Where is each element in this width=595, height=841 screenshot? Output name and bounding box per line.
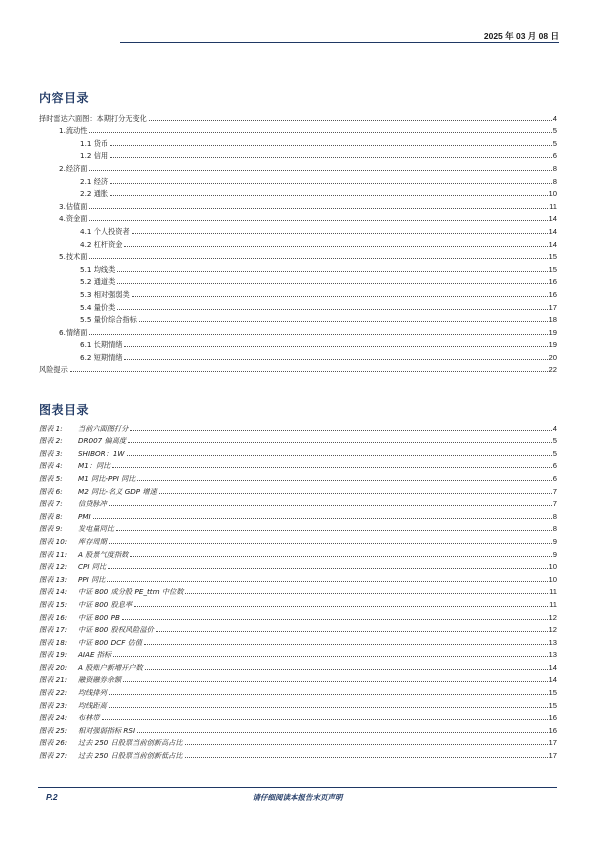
figure-entry[interactable] xyxy=(39,433,557,446)
toc-entry[interactable] xyxy=(39,223,557,236)
figure-entry[interactable] xyxy=(39,445,557,458)
toc-entry[interactable] xyxy=(39,312,557,325)
toc-entry-label: 6.1 长期情绪 xyxy=(80,340,123,350)
figure-entry[interactable] xyxy=(39,458,557,471)
toc-entry[interactable] xyxy=(39,362,557,375)
figure-entry[interactable] xyxy=(39,747,557,760)
toc-entry[interactable] xyxy=(39,186,557,199)
toc-entry-label: 5.5 量价综合指标 xyxy=(80,315,137,325)
figure-entry-number: 图表 24: xyxy=(39,713,68,723)
figure-entry-label xyxy=(39,587,184,596)
dot-leader xyxy=(109,505,552,506)
dot-leader xyxy=(124,246,547,247)
toc-entry[interactable] xyxy=(39,123,557,136)
figure-entry-title: 过去 250 日股票当前创新高占比 xyxy=(78,738,183,748)
figure-entry-title: AIAE 指标 xyxy=(78,650,112,660)
figure-entry-page: 9 xyxy=(552,536,557,546)
dot-leader xyxy=(110,145,552,146)
figure-entry-page: 17 xyxy=(548,751,557,761)
figure-entry-number: 图表 19: xyxy=(39,650,68,660)
figure-entry[interactable] xyxy=(39,596,557,609)
figure-entry-label xyxy=(39,713,101,722)
dot-leader xyxy=(108,568,547,569)
dot-leader xyxy=(112,467,551,468)
dot-leader xyxy=(89,258,547,259)
figure-entry-label xyxy=(39,726,136,735)
figure-entry[interactable] xyxy=(39,483,557,496)
figure-entry[interactable] xyxy=(39,710,557,723)
dot-leader xyxy=(185,744,548,745)
figure-entry-number: 图表 9: xyxy=(39,524,63,534)
toc-entry-label: 4.1 个人投资者 xyxy=(80,226,130,236)
figure-entry-number: 图表 25: xyxy=(39,725,68,735)
figure-entry-number: 图表 17: xyxy=(39,625,68,635)
toc-entry-page: 14 xyxy=(548,239,557,249)
figure-entry-label xyxy=(39,537,108,546)
dot-leader xyxy=(137,732,547,733)
toc-entry-label: 5.技术面 xyxy=(59,252,88,262)
figure-entry-number: 图表 26: xyxy=(39,738,68,748)
figure-entry-number: 图表 14: xyxy=(39,587,68,597)
toc-entry-page: 4 xyxy=(552,113,557,123)
figure-entry-number: 图表 2: xyxy=(39,436,63,446)
toc-entry[interactable] xyxy=(39,261,557,274)
figure-entry-number: 图表 27: xyxy=(39,751,68,761)
figure-entry-page: 8 xyxy=(552,511,557,521)
toc-entry-page: 15 xyxy=(548,252,557,262)
figure-entry-title: M1 同比-PPI 同比 xyxy=(78,473,136,483)
toc-entry-label: 5.2 通道类 xyxy=(80,277,116,287)
dot-leader xyxy=(109,543,552,544)
toc-entry-label: 1.流动性 xyxy=(59,126,88,136)
dot-leader xyxy=(124,346,547,347)
dot-leader xyxy=(185,757,548,758)
toc-entry-page: 14 xyxy=(548,214,557,224)
figure-entry[interactable] xyxy=(39,420,557,433)
dot-leader xyxy=(113,656,547,657)
figure-entry-title: 布林带 xyxy=(78,713,100,723)
figure-entry-label xyxy=(39,663,144,672)
toc-entry-page: 6 xyxy=(552,151,557,161)
toc-entry-page: 5 xyxy=(552,126,557,136)
figure-entry[interactable] xyxy=(39,634,557,647)
dot-leader xyxy=(117,309,547,310)
figure-entry-label xyxy=(39,613,121,622)
figure-entry-title: 中证 800 PB xyxy=(78,612,120,622)
figure-entry-title: 相对强弱指标 RSI xyxy=(78,725,136,735)
figure-entry-number: 图表 7: xyxy=(39,499,63,509)
figure-entry-number: 图表 22: xyxy=(39,688,68,698)
figure-entry-label xyxy=(39,474,136,483)
figure-entry-title: 融资融券余额 xyxy=(78,675,122,685)
figure-entry-page: 14 xyxy=(548,662,557,672)
dot-leader xyxy=(122,619,548,620)
toc-entry-page: 22 xyxy=(548,365,557,375)
dot-leader xyxy=(89,334,547,335)
dot-leader xyxy=(144,644,548,645)
toc-entry[interactable] xyxy=(39,349,557,362)
figure-entry-page: 13 xyxy=(548,637,557,647)
figure-entry-label xyxy=(39,562,107,571)
toc-entry-page: 11 xyxy=(549,201,557,211)
toc-entry[interactable] xyxy=(39,160,557,173)
figure-entry-title: M2 同比-名义 GDP 增速 xyxy=(78,486,157,496)
figure-entry-page: 12 xyxy=(548,612,557,622)
contents-list xyxy=(39,110,557,374)
dot-leader xyxy=(130,556,551,557)
figures-list xyxy=(39,420,557,760)
figure-entry-title: 当前六面图打分 xyxy=(78,423,129,433)
figure-entry-number: 图表 23: xyxy=(39,700,68,710)
figure-entry-number: 图表 1: xyxy=(39,423,63,433)
figure-entry-title: PPI 同比 xyxy=(78,574,106,584)
figure-entry[interactable] xyxy=(39,647,557,660)
figure-entry-label xyxy=(39,512,92,521)
figure-entry-label xyxy=(39,449,126,458)
figure-entry[interactable] xyxy=(39,697,557,710)
figures-title: 图表目录 xyxy=(39,403,90,417)
figure-entry[interactable] xyxy=(39,584,557,597)
figure-entry-label xyxy=(39,424,129,433)
dot-leader xyxy=(134,606,548,607)
dot-leader xyxy=(70,371,548,372)
figure-entry-label xyxy=(39,650,112,659)
figure-entry-label xyxy=(39,688,108,697)
figure-entry-title: SHIBOR：1W xyxy=(78,448,125,458)
toc-entry-label: 风险提示 xyxy=(39,365,68,375)
figure-entry-number: 图表 8: xyxy=(39,511,63,521)
figure-entry[interactable] xyxy=(39,609,557,622)
figure-entry-page: 12 xyxy=(548,625,557,635)
toc-entry-page: 10 xyxy=(548,189,557,199)
toc-entry-page: 8 xyxy=(552,163,557,173)
figure-entry-title: 发电量同比 xyxy=(78,524,114,534)
figure-entry[interactable] xyxy=(39,470,557,483)
figure-entry-label xyxy=(39,701,108,710)
figure-entry-number: 图表 10: xyxy=(39,536,68,546)
toc-entry-label: 3.估值面 xyxy=(59,201,88,211)
figure-entry-label xyxy=(39,461,111,470)
toc-entry-label: 2.经济面 xyxy=(59,163,88,173)
toc-entry[interactable] xyxy=(39,110,557,123)
figure-entry-page: 10 xyxy=(548,562,557,572)
figure-entry[interactable] xyxy=(39,659,557,672)
toc-entry[interactable] xyxy=(39,173,557,186)
dot-leader xyxy=(156,631,548,632)
toc-entry[interactable] xyxy=(39,148,557,161)
toc-entry[interactable] xyxy=(39,286,557,299)
toc-entry-label: 5.3 相对强弱类 xyxy=(80,289,130,299)
figure-entry[interactable] xyxy=(39,672,557,685)
dot-leader xyxy=(117,283,547,284)
figure-entry-page: 5 xyxy=(552,436,557,446)
dot-leader xyxy=(93,518,552,519)
figure-entry-title: CPI 同比 xyxy=(78,562,107,572)
dot-leader xyxy=(117,271,547,272)
figure-entry-number: 图表 15: xyxy=(39,599,68,609)
toc-entry-page: 20 xyxy=(548,352,557,362)
dot-leader xyxy=(110,183,552,184)
toc-entry-page: 14 xyxy=(548,226,557,236)
dot-leader xyxy=(116,530,552,531)
figure-entry-number: 图表 6: xyxy=(39,486,63,496)
figure-entry-label xyxy=(39,625,155,634)
figure-entry-title: 信贷脉冲 xyxy=(78,499,107,509)
dot-leader xyxy=(109,694,548,695)
dot-leader xyxy=(102,719,548,720)
figure-entry-number: 图表 4: xyxy=(39,461,63,471)
figure-entry-label xyxy=(39,738,184,747)
figure-entry-page: 4 xyxy=(552,423,557,433)
figure-entry-title: 过去 250 日股票当前创新低占比 xyxy=(78,751,183,761)
dot-leader xyxy=(124,359,547,360)
toc-entry-label: 2.2 通胀 xyxy=(80,189,109,199)
figure-entry-title: 中证 800 成分股 PE_ttm 中位数 xyxy=(78,587,184,597)
toc-entry-label: 6.2 短期情绪 xyxy=(80,352,123,362)
figure-entry-label xyxy=(39,550,129,559)
figure-entry-label xyxy=(39,524,115,533)
figure-entry-page: 17 xyxy=(548,738,557,748)
toc-entry[interactable] xyxy=(39,274,557,287)
dot-leader xyxy=(110,195,547,196)
toc-entry[interactable] xyxy=(39,135,557,148)
figure-entry-page: 16 xyxy=(548,725,557,735)
figure-entry-label xyxy=(39,675,122,684)
dot-leader xyxy=(89,208,548,209)
figure-entry[interactable] xyxy=(39,571,557,584)
toc-entry-page: 15 xyxy=(548,264,557,274)
dot-leader xyxy=(132,233,548,234)
figure-entry-title: DR007 偏离度 xyxy=(78,436,127,446)
figure-entry-label xyxy=(39,600,133,609)
figure-entry-title: 中证 800 股息率 xyxy=(78,599,133,609)
figure-entry-page: 15 xyxy=(548,688,557,698)
toc-entry[interactable] xyxy=(39,324,557,337)
toc-entry[interactable] xyxy=(39,299,557,312)
dot-leader xyxy=(130,430,551,431)
dot-leader xyxy=(137,480,551,481)
toc-entry-page: 18 xyxy=(548,315,557,325)
dot-leader xyxy=(185,593,548,594)
figure-entry-page: 8 xyxy=(552,524,557,534)
figure-entry[interactable] xyxy=(39,546,557,559)
figure-entry-page: 16 xyxy=(548,713,557,723)
figure-entry[interactable] xyxy=(39,508,557,521)
toc-entry-label: 4.资金面 xyxy=(59,214,88,224)
dot-leader xyxy=(132,296,548,297)
figure-entry-title: 库存周期 xyxy=(78,536,107,546)
figure-entry-page: 15 xyxy=(548,700,557,710)
figure-entry-title: A 股景气度指数 xyxy=(78,549,129,559)
toc-entry-label: 6.情绪面 xyxy=(59,327,88,337)
toc-entry-label: 2.1 经济 xyxy=(80,176,109,186)
toc-entry[interactable] xyxy=(39,198,557,211)
toc-entry-page: 16 xyxy=(548,289,557,299)
figure-entry-number: 图表 18: xyxy=(39,637,68,647)
figure-entry-page: 7 xyxy=(552,486,557,496)
figure-entry-label xyxy=(39,487,158,496)
figure-entry-number: 图表 11: xyxy=(39,549,68,559)
figure-entry-number: 图表 3: xyxy=(39,448,63,458)
figure-entry-title: 均线排列 xyxy=(78,688,107,698)
toc-entry-page: 8 xyxy=(552,176,557,186)
toc-entry-page: 16 xyxy=(548,277,557,287)
figure-entry-page: 6 xyxy=(552,473,557,483)
toc-entry-page: 19 xyxy=(548,340,557,350)
dot-leader xyxy=(128,442,552,443)
figure-entry-page: 5 xyxy=(552,448,557,458)
figure-entry-page: 14 xyxy=(548,675,557,685)
figure-entry-label xyxy=(39,575,106,584)
dot-leader xyxy=(89,132,551,133)
toc-entry-label: 1.2 信用 xyxy=(80,151,109,161)
figure-entry-title: 中证 800 股权风险溢价 xyxy=(78,625,154,635)
toc-entry-page: 17 xyxy=(548,302,557,312)
figure-entry-page: 6 xyxy=(552,461,557,471)
figure-entry-title: A 股账户新增开户数 xyxy=(78,662,143,672)
figure-entry-number: 图表 13: xyxy=(39,574,68,584)
toc-entry[interactable] xyxy=(39,249,557,262)
dot-leader xyxy=(110,157,552,158)
figure-entry[interactable] xyxy=(39,521,557,534)
figure-entry-title: 中证 800 DCF 估值 xyxy=(78,637,143,647)
report-date: 2025 年 03 月 08 日 xyxy=(483,31,559,41)
dot-leader xyxy=(89,170,551,171)
toc-entry-page: 5 xyxy=(552,138,557,148)
toc-entry[interactable] xyxy=(39,337,557,350)
figure-entry-label xyxy=(39,436,127,445)
dot-leader xyxy=(159,493,552,494)
figure-entry[interactable] xyxy=(39,496,557,509)
figure-entry-page: 9 xyxy=(552,549,557,559)
figure-entry-page: 11 xyxy=(549,599,557,609)
figure-entry-page: 11 xyxy=(549,587,557,597)
toc-entry-label: 5.4 量价类 xyxy=(80,302,116,312)
dot-leader xyxy=(145,669,548,670)
figure-entry-page: 10 xyxy=(548,574,557,584)
toc-entry-label: 择时雷达六面图：本期打分无变化 xyxy=(39,113,147,123)
figure-entry-label xyxy=(39,499,108,508)
toc-entry[interactable] xyxy=(39,236,557,249)
figure-entry[interactable] xyxy=(39,533,557,546)
figure-entry[interactable] xyxy=(39,622,557,635)
contents-title: 内容目录 xyxy=(39,91,90,105)
dot-leader xyxy=(127,455,552,456)
figure-entry-title: M1：同比 xyxy=(78,461,111,471)
dot-leader xyxy=(123,681,547,682)
figure-entry-number: 图表 12: xyxy=(39,562,68,572)
footer-disclaimer: 请仔细阅读本报告末页声明 xyxy=(252,793,343,802)
toc-entry-label: 4.2 杠杆资金 xyxy=(80,239,123,249)
dot-leader xyxy=(109,707,548,708)
dot-leader xyxy=(139,321,548,322)
figure-entry-page: 7 xyxy=(552,499,557,509)
figure-entry[interactable] xyxy=(39,722,557,735)
figure-entry-title: 均线距离 xyxy=(78,700,107,710)
figure-entry-number: 图表 16: xyxy=(39,612,68,622)
dot-leader xyxy=(149,120,552,121)
figure-entry-number: 图表 20: xyxy=(39,662,68,672)
figure-entry-title: PMI xyxy=(78,511,91,521)
figure-entry-label xyxy=(39,751,184,760)
footer-divider xyxy=(38,787,557,788)
page-number: P.2 xyxy=(46,792,58,802)
header-divider xyxy=(120,42,559,43)
figure-entry-number: 图表 5: xyxy=(39,473,63,483)
figure-entry[interactable] xyxy=(39,559,557,572)
toc-entry[interactable] xyxy=(39,211,557,224)
figure-entry-label xyxy=(39,638,143,647)
dot-leader xyxy=(89,220,547,221)
dot-leader xyxy=(107,581,547,582)
figure-entry-page: 13 xyxy=(548,650,557,660)
toc-entry-page: 19 xyxy=(548,327,557,337)
figure-entry[interactable] xyxy=(39,684,557,697)
figure-entry[interactable] xyxy=(39,735,557,748)
toc-entry-label: 1.1 货币 xyxy=(80,138,109,148)
toc-entry-label: 5.1 均线类 xyxy=(80,264,116,274)
figure-entry-number: 图表 21: xyxy=(39,675,68,685)
